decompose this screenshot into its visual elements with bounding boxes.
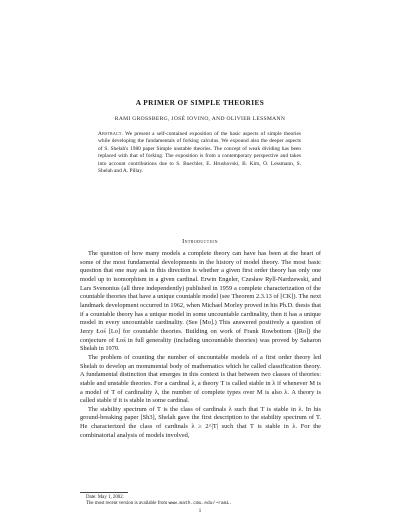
abstract-label: Abstract. xyxy=(98,131,124,137)
abstract xyxy=(98,131,301,176)
footnotes xyxy=(86,495,321,507)
paragraph: The problem of counting the number of uncountable models of a first order theory led Shelah to develop an monumental body of mathematics which he called classification theory. A fundamental distinction that emerges in this context is that between two classes of theories: stable and unstable theories. For a cardinal λ, a theory T is called stable in λ if whenever M is a model of T of cardinality λ, the number of complete types over M is also λ. A theory is called stable if it is stable in some cardinal. xyxy=(80,353,321,405)
footnote-date: Date: May 1, 2002. xyxy=(86,495,124,500)
paper-authors: RAMI GROSSBERG, JOSÉ IOVINO, AND OLIVIER LESSMANN xyxy=(114,116,286,122)
paper-title: A PRIMER OF SIMPLE THEORIES xyxy=(135,98,265,107)
footnote-version xyxy=(86,501,321,507)
page-number: 1 xyxy=(198,508,202,514)
abstract-text: We present a self-contained exposition of the basic aspects of simple theories while developing the fundamentals of forking calculus. We expound also the deeper aspects of S. Shelah's 1980 paper Simple unstable theories. The concept of weak dividing has been replaced with that of forking. The exposition is from a contemporary perspective and takes into account contributions due to S. Buechler, E. Hrushovski, B. Kim, O. Lessmann, S. Shelah and A. Pillay. xyxy=(98,131,301,175)
introduction-body xyxy=(80,250,321,440)
paragraph: The question of how many models a complete theory can have has been at the heart of some of the most fundamental developments in the history of model theory. The most basic question that one may ask in this direction is whether a given first order theory has only one model up to isomorphism in a given cardinal. Erwin Engeler, Czesław Ryll-Nardzewski, and Lars Svenonius (all three independently) published in 1959 a complete characterization of the countable theories that have a unique countable model (see Theorem 2.3.13 of [CK]). The next landmark development occurred in 1962, when Michael Morley proved in his Ph.D. thesis that if a countable theory has a unique model in some uncountable cardinality, then it has a unique model in every uncountable cardinality. (See [Mo].) This answered positively a question of Jerzy Łoś [Lo] for countable theories. Building on work of Frank Rowbottom ([Ro]) the conjecture of Łoś in full generality (including uncountable theories) was proved by Saharon Shelah in 1970. xyxy=(80,250,321,353)
footnote-version-url: www.math.cmu.edu/~rami. xyxy=(168,501,232,506)
paragraph: The stability spectrum of T is the class of cardinals λ such that T is stable in λ. In his ground-breaking paper [Sh3], Shelah gave the first description to the stability spectrum of T. He characterized the class of cardinals λ ≥ 2^|T| such that T is stable in λ. For the combinatorial analysis of models involved, xyxy=(80,405,321,439)
footnote-version-text: The most recent version is available from xyxy=(86,501,168,506)
footnote-rule xyxy=(80,492,128,493)
section-heading: Introduction xyxy=(182,238,218,245)
